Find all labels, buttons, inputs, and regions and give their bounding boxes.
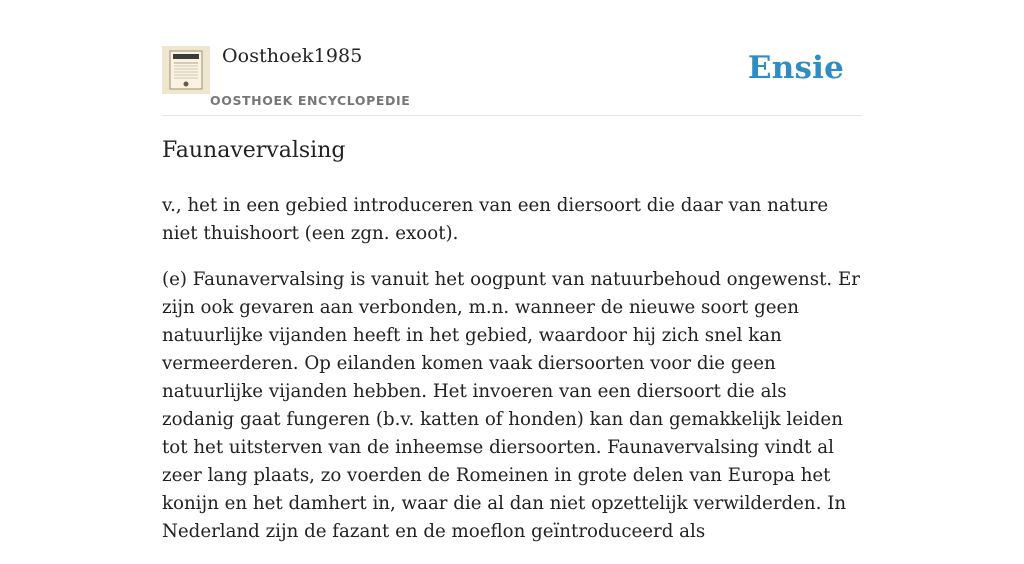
source-label[interactable]: OOSTHOEK ENCYCLOPEDIE bbox=[210, 93, 411, 108]
brand-logo[interactable]: Ensie bbox=[747, 50, 844, 86]
book-cover-icon bbox=[162, 46, 210, 94]
entry-title: Faunavervalsing bbox=[162, 138, 346, 163]
author-name[interactable]: Oosthoek1985 bbox=[222, 45, 363, 67]
entry-page bbox=[162, 0, 862, 542]
definition-paragraph: v., het in een gebied introduceren van een diersoort die daar van nature niet thuishoort (een zgn. exoot). bbox=[162, 195, 829, 244]
explanation-paragraph: (e) Faunavervalsing is vanuit het oogpunt van natuurbehoud ongewenst. Er zijn ook gevaren aan verbonden, m.n. wanneer de nieuwe soort geen natuurlijke vijanden heeft in het gebied, waardoor hij zich snel kan vermeerderen. Op eilanden komen vaak diersoorten voor die geen natuurlijke vijanden hebben. Het invoeren van een diersoort die als zodanig gaat fungeren (b.v. katten of honden) kan dan gemakkelijk leiden tot het uitsterven van de inheemse diersoorten. Faunavervalsing vindt al zeer lang plaats, zo voerden de Romeinen in grote delen van Europa het konijn en het damhert in, waar die al dan niet opzettelijk verwilderden. In Nederland zijn de fazant en de moeflon geïntroduceerd als bbox=[162, 269, 860, 542]
entry-body bbox=[162, 192, 862, 564]
entry-header bbox=[162, 0, 862, 116]
author-avatar[interactable] bbox=[162, 46, 210, 94]
